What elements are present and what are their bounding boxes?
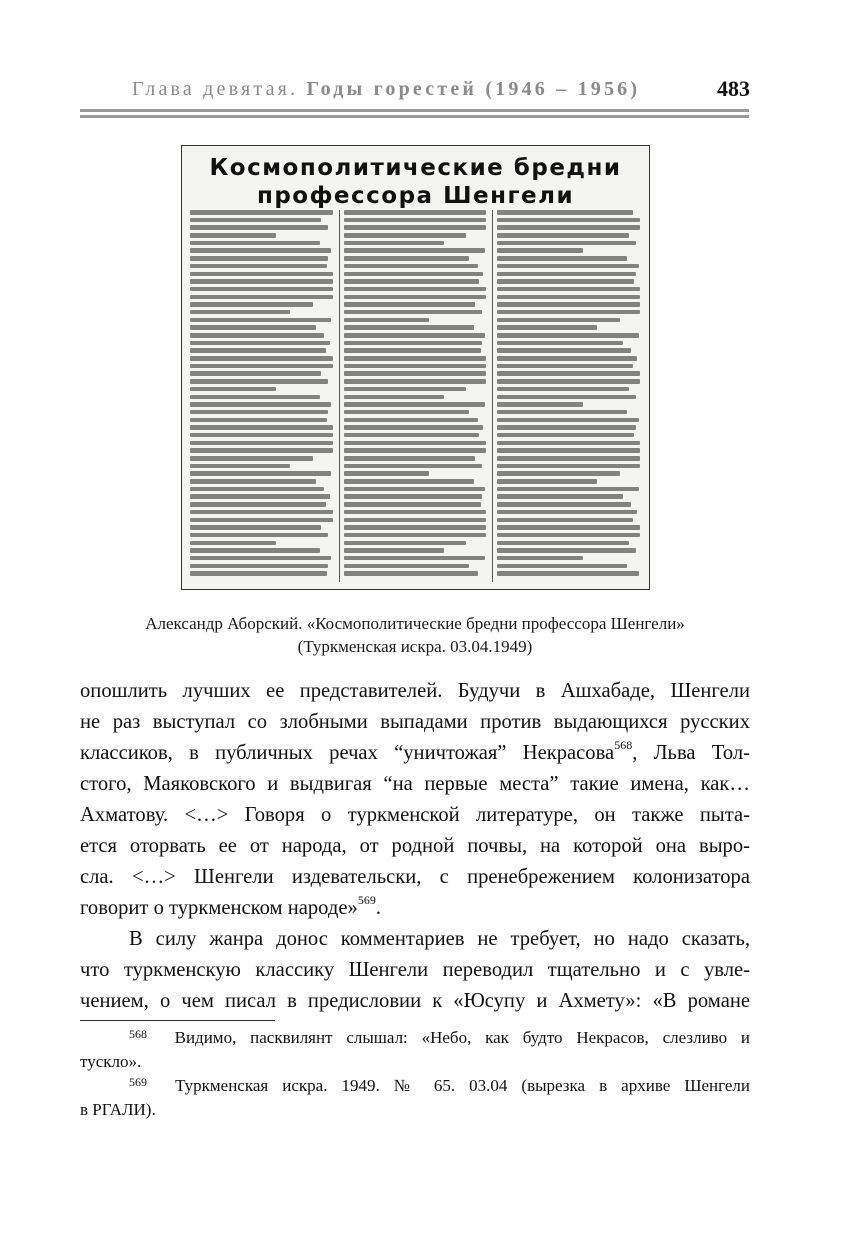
clipping-text-line [344,218,487,223]
clipping-text-line [190,402,331,407]
clipping-text-line [190,233,276,238]
newspaper-clipping [181,145,650,590]
clipping-text-line [344,494,482,499]
clipping-text-line [344,471,430,476]
body-line: В силу жанра донос комментариев не требует, но надо сказать, [129,928,750,950]
page-number: 483 [717,76,750,101]
clipping-text-line [344,395,444,400]
clipping-text-line [190,518,333,523]
clipping-text-line [190,479,316,484]
clipping-text-line [497,356,637,361]
clipping-text-line [190,264,327,269]
clipping-text-line [344,564,470,569]
footnote-number: 569 [129,1075,147,1089]
clipping-text-line [190,410,328,415]
clipping-text-line [344,279,480,284]
clipping-text-line [190,218,321,223]
clipping-text-line [190,441,333,446]
clipping-text-line [190,541,276,546]
clipping-text-line [344,272,484,277]
clipping-text-line [497,264,638,269]
clipping-text-line [344,356,487,361]
clipping-text-line [497,379,640,384]
clipping-columns [190,210,640,582]
clipping-text-line [190,502,326,507]
clipping-text-line [344,318,430,323]
clipping-text-line [497,241,635,246]
clipping-text-line [497,541,628,546]
clipping-text-line [497,279,634,284]
clipping-text-line [344,210,487,215]
clipping-text-line [344,387,467,392]
clipping-text-line [497,471,620,476]
clipping-text-line [190,364,333,369]
clipping-text-line [497,533,640,538]
clipping-text-line [497,571,638,576]
clipping-text-line [497,318,620,323]
clipping-text-line [497,295,640,300]
clipping-headline-line1: Космополитические бредни [209,155,622,181]
clipping-text-line [497,494,623,499]
clipping-text-line [497,433,634,438]
clipping-text-line [344,433,480,438]
footnotes [80,1026,750,1122]
clipping-text-line [344,533,487,538]
clipping-text-line [344,571,478,576]
clipping-text-line [190,564,328,569]
body-text-span: , Льва Тол- [632,742,750,764]
clipping-text-line [497,441,640,446]
clipping-column-2 [339,210,487,582]
clipping-text-line [344,410,470,415]
chapter-title: Годы горестей (1946 – 1956) [306,78,641,100]
clipping-text-line [190,533,328,538]
footnote-text: Туркменская искра. 1949. № 65. 03.04 (вырезка в архиве Шенгели [175,1076,750,1095]
clipping-text-line [190,387,276,392]
clipping-text-line [344,295,487,300]
clipping-text-line [190,418,327,423]
header-rule-bottom [80,115,749,118]
clipping-text-line [190,571,327,576]
clipping-text-line [497,479,597,484]
clipping-text-line [344,364,487,369]
clipping-text-line [497,341,623,346]
clipping-text-line [497,310,640,315]
clipping-text-line [344,441,487,446]
clipping-text-line [497,233,628,238]
clipping-text-line [190,287,333,292]
clipping-column-1 [190,210,333,582]
clipping-text-line [190,348,326,353]
clipping-text-line [497,333,638,338]
clipping-text-line [497,464,640,469]
clipping-text-line [190,525,321,530]
clipping-text-line [497,487,638,492]
clipping-text-line [344,348,481,353]
clipping-column-3 [492,210,640,582]
clipping-text-line [344,548,444,553]
clipping-text-line [344,233,467,238]
clipping-text-line [344,241,444,246]
clipping-text-line [497,348,631,353]
body-line: опошлить лучших ее представителей. Будучи в Ашхабаде, Шенгели [80,680,750,702]
clipping-text-line [344,525,487,530]
clipping-text-line [344,287,487,292]
clipping-text-line [190,310,290,315]
clipping-text-line [190,433,333,438]
clipping-text-line [497,256,627,261]
clipping-text-line [190,456,313,461]
clipping-text-line [497,402,583,407]
footnote-568-line1 [80,1026,750,1050]
chapter-heading [132,78,640,101]
clipping-text-line [497,395,635,400]
body-line [80,893,750,924]
body-line: чением, о чем писал в предисловии к «Юсупу и Ахмету»: «В романе [80,990,750,1012]
clipping-text-line [190,248,331,253]
clipping-text-line [344,510,487,515]
figure-caption [80,612,750,658]
clipping-text-line [344,302,475,307]
clipping-text-line [190,356,333,361]
clipping-text-line [190,425,333,430]
clipping-text-line [344,225,487,230]
body-line: сла. <…> Шенгели издевательски, с пренебрежением колонизатора [80,866,750,888]
clipping-text-line [190,379,328,384]
clipping-text-line [497,525,640,530]
clipping-text-line [497,556,583,561]
clipping-text-line [344,248,485,253]
clipping-text-line [344,379,487,384]
clipping-text-line [497,364,633,369]
clipping-text-line [344,518,487,523]
footnote-569-line1 [80,1074,750,1098]
header-rule-top [80,109,749,112]
body-line [80,738,750,769]
body-line: стого, Маяковского и выдвигая “на первые места” такие имена, как… [80,773,750,795]
body-text-span: говорит о туркменском народе» [80,897,358,919]
clipping-text-line [344,371,487,376]
clipping-text-line [497,510,637,515]
clipping-text-line [344,256,470,261]
clipping-text-line [497,548,635,553]
clipping-text-line [344,448,487,453]
clipping-text-line [497,302,640,307]
clipping-text-line [190,256,328,261]
footnote-ref-568: 568 [614,738,633,753]
body-text [80,676,750,1017]
body-line: не раз выступал со злобными выпадами против выдающихся русских [80,711,750,733]
chapter-label: Глава девятая. [132,78,299,100]
clipping-headline-line2: профессора Шенгели [256,183,575,209]
clipping-text-line [190,279,333,284]
clipping-text-line [497,418,638,423]
clipping-text-line [190,464,290,469]
body-text-span: . [375,897,381,919]
clipping-text-line [497,410,627,415]
clipping-text-line [190,471,331,476]
caption-line-2: (Туркменская искра. 03.04.1949) [297,637,533,656]
clipping-text-line [344,325,474,330]
clipping-text-line [344,418,478,423]
clipping-text-line [344,456,475,461]
clipping-text-line [190,333,324,338]
clipping-text-line [190,241,320,246]
clipping-text-line [497,225,640,230]
clipping-text-line [344,502,481,507]
clipping-headline [182,154,649,210]
clipping-text-line [497,502,631,507]
body-line: ется оторвать ее от народа, от родной почвы, на которой она выро- [80,835,750,857]
clipping-text-line [344,310,482,315]
caption-line-1: Александр Аборский. «Космополитические бредни профессора Шенгели» [145,614,685,633]
clipping-text-line [190,295,333,300]
clipping-text-line [344,487,485,492]
footnote-text: Видимо, пасквилянт слышал: «Небо, как будто Некрасов, слезливо и [174,1028,750,1047]
clipping-text-line [344,333,485,338]
clipping-text-line [190,225,328,230]
clipping-text-line [344,425,484,430]
footnote-569-line2: в РГАЛИ). [80,1100,156,1119]
clipping-text-line [344,541,467,546]
footnote-number: 568 [129,1027,147,1041]
body-text-span: классиков, в публичных речах “уничтожая” Некрасова [80,742,615,764]
clipping-text-line [344,341,482,346]
clipping-text-line [497,325,597,330]
clipping-text-line [344,556,485,561]
footnote-568-line2: тускло». [80,1052,142,1071]
clipping-text-line [497,448,640,453]
footnote-separator [80,1020,275,1021]
clipping-text-line [497,564,627,569]
clipping-text-line [344,479,474,484]
clipping-text-line [190,318,331,323]
clipping-text-line [344,464,482,469]
clipping-text-line [190,210,333,215]
clipping-text-line [190,448,333,453]
clipping-text-line [190,487,324,492]
clipping-text-line [190,494,330,499]
body-line: что туркменскую классику Шенгели переводил тщательно и с увле- [80,959,750,981]
clipping-text-line [190,510,333,515]
clipping-text-line [190,556,331,561]
clipping-text-line [497,371,640,376]
running-header [80,72,750,108]
clipping-text-line [190,371,321,376]
clipping-text-line [344,264,478,269]
clipping-text-line [497,387,628,392]
clipping-text-line [190,272,333,277]
clipping-text-line [497,210,633,215]
clipping-text-line [190,395,320,400]
clipping-text-line [344,402,485,407]
clipping-text-line [190,302,313,307]
clipping-text-line [497,287,640,292]
footnote-ref-569: 569 [357,893,376,908]
clipping-text-line [497,456,640,461]
clipping-text-line [190,325,316,330]
clipping-text-line [190,341,330,346]
clipping-text-line [497,518,633,523]
clipping-text-line [497,272,635,277]
body-line: Ахматову. <…> Говоря о туркменской литературе, он также пыта- [80,804,750,826]
clipping-text-line [190,548,320,553]
clipping-text-line [497,218,640,223]
clipping-text-line [497,248,583,253]
clipping-text-line [497,425,635,430]
